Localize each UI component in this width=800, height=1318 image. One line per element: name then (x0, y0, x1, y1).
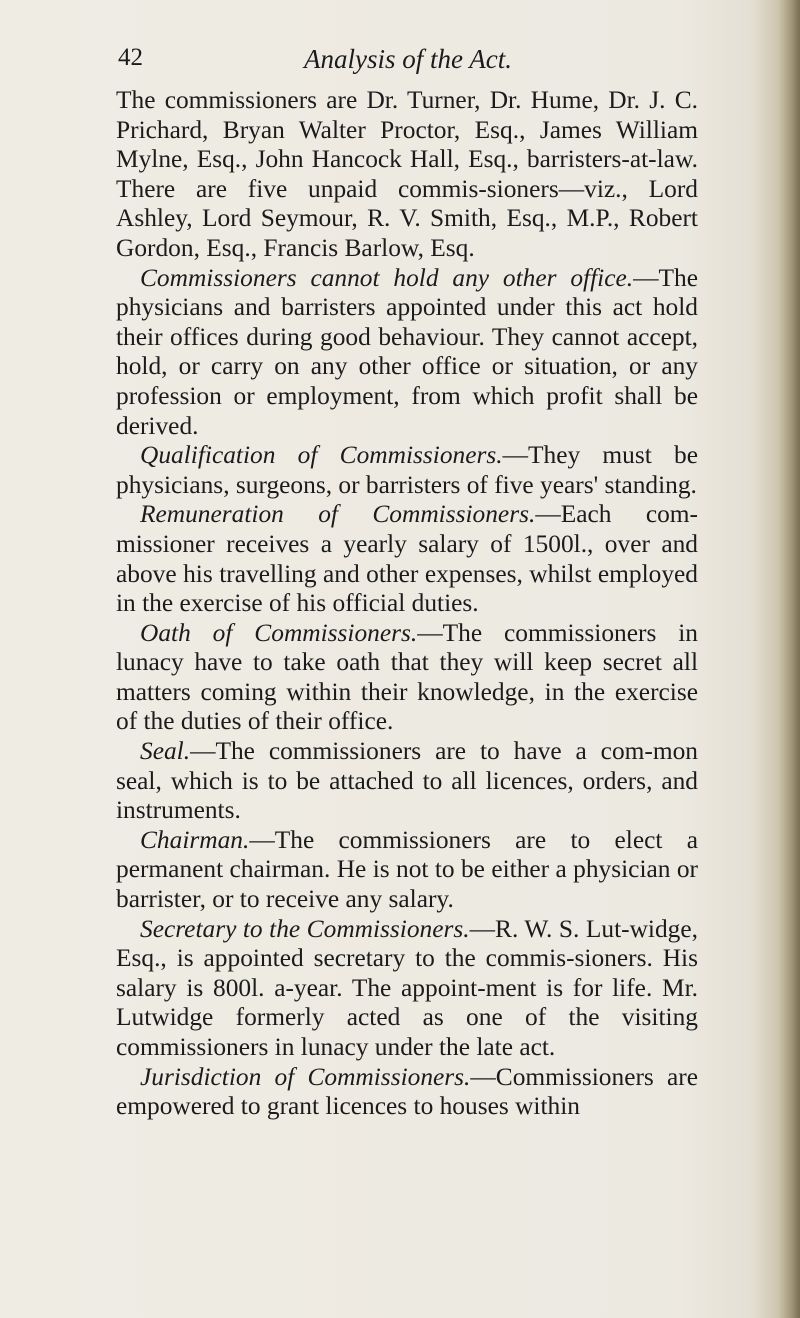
section-heading: Chairman. (140, 825, 250, 854)
section-heading: Oath of Commissioners. (140, 618, 418, 647)
paragraph-seal (116, 737, 698, 826)
paragraph-text: —The physicians and barristers appointed under this act hold their offices during good behaviour. They cannot accept, hold, or carry on any other office or situation, or any profession or employment, from which profit shall be derived. (116, 263, 698, 440)
paragraph-jurisdiction (116, 1063, 698, 1122)
paragraph-text: —The commissioners are to have a com-mon seal, which is to be attached to all licences, orders, and instruments. (116, 737, 698, 825)
section-heading: Secretary to the Commissioners. (140, 914, 470, 943)
section-heading: Qualification of Commissioners. (140, 441, 503, 470)
page-number: 42 (118, 44, 143, 71)
paragraph-text: —They must be physicians, surgeons, or barristers of five years' standing. (116, 441, 698, 499)
running-title: Analysis of the Act. (304, 44, 512, 74)
paragraph-no-other-office (116, 264, 698, 442)
paragraph-secretary (116, 915, 698, 1063)
body-text (116, 86, 698, 1122)
paragraph-text: —Commissioners are empowered to grant licences to houses within (116, 1062, 698, 1121)
paragraph-text: —The commissioners in lunacy have to take oath that they will keep secret all matters coming within their knowledge, in the exercise of the duties of their office. (116, 618, 698, 736)
paragraph-text: —R. W. S. Lut-widge, Esq., is appointed secretary to the commis-sioners. His salary is 800l. a-year. The appoint-ment is for life. Mr. Lutwidge formerly acted as one of the visiting commissioners in lunacy under the late act. (116, 914, 698, 1061)
paragraph-text: The commissioners are Dr. Turner, Dr. Hume, Dr. J. C. Prichard, Bryan Walter Proctor, Esq., James William Mylne, Esq., John Hancock Hall, Esq., barristers-at-law. There are five unpaid commis-sioners—viz., Lord Ashley, Lord Seymour, R. V. Smith, Esq., M.P., Robert Gordon, Esq., Francis Barlow, Esq. (116, 86, 698, 262)
section-heading: Seal. (140, 737, 191, 766)
page-edge-shadow (778, 0, 800, 1318)
paragraph-oath (116, 619, 698, 737)
section-heading: Commissioners cannot hold any other office. (140, 263, 634, 292)
paragraph-qualification (116, 441, 698, 500)
page-header (118, 44, 698, 78)
paragraph-text: —The commissioners are to elect a permanent chairman. He is not to be either a physician or barrister, or to receive any salary. (116, 825, 698, 914)
section-heading: Remuneration of Commissioners. (140, 500, 536, 529)
paragraph-remuneration (116, 500, 698, 618)
paragraph-commissioners-list (116, 86, 698, 264)
section-heading: Jurisdiction of Commissioners. (140, 1062, 471, 1091)
paragraph-chairman (116, 826, 698, 915)
paragraph-text: —Each com-missioner receives a yearly salary of 1500l., over and above his travelling and other expenses, whilst employed in the exercise of his official duties. (116, 500, 698, 618)
